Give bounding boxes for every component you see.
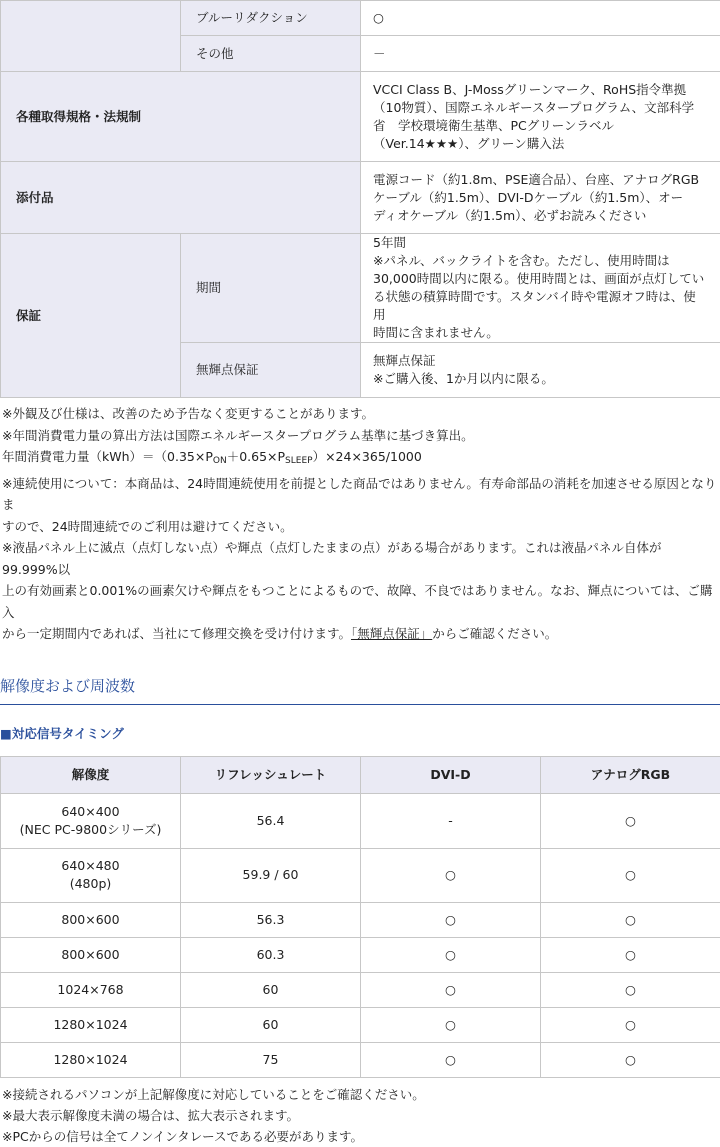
table-row xyxy=(1,1042,720,1077)
table-row xyxy=(1,972,720,1007)
spec-label-standards: 各種取得規格・法規制 xyxy=(1,72,361,162)
spec-value-pixel-guarantee: 無輝点保証 ※ご購入後、1か月以内に限る。 xyxy=(361,343,720,398)
note-power-calc: ※年間消費電力量の算出方法は国際エネルギースタープログラム基準に基づき算出。 xyxy=(0,425,720,447)
note-non-interlace: ※PCからの信号は全てノンインタレースである必要があります。 xyxy=(0,1126,720,1147)
note-pixel-1: ※液晶パネル上に滅点（点灯しない点）や輝点（点灯したままの点）がある場合があります。これは液晶パネル自体が 99.999%以 xyxy=(0,537,720,580)
cell-dvi: - xyxy=(361,793,541,848)
cell-resolution: 640×480 (480p) xyxy=(1,848,181,902)
spec-group-cell xyxy=(1,1,181,72)
cell-dvi: ○ xyxy=(361,902,541,937)
cell-resolution: 800×600 xyxy=(1,902,181,937)
spec-label-blue-reduction: ブルーリダクション xyxy=(181,1,361,36)
cell-resolution: 640×400 (NEC PC-9800シリーズ) xyxy=(1,793,181,848)
cell-dvi: ○ xyxy=(361,972,541,1007)
spec-label-warranty-period: 期間 xyxy=(181,234,361,343)
spec-label-accessories: 添付品 xyxy=(1,162,361,234)
timing-notes xyxy=(0,1078,720,1147)
cell-refresh: 56.4 xyxy=(181,793,361,848)
col-header-refresh: リフレッシュレート xyxy=(181,756,361,793)
section-title: 解像度および周波数 xyxy=(0,667,720,705)
table-row xyxy=(1,848,720,902)
cell-dvi: ○ xyxy=(361,937,541,972)
col-header-dvi: DVI-D xyxy=(361,756,541,793)
note-continuous-use-2: すので、24時間連続でのご利用は避けてください。 xyxy=(0,516,720,538)
spec-value-other: － xyxy=(361,36,720,72)
cell-rgb: ○ xyxy=(541,1042,720,1077)
square-bullet-icon: ■ xyxy=(0,726,12,741)
cell-refresh: 56.3 xyxy=(181,902,361,937)
spec-label-warranty: 保証 xyxy=(1,234,181,398)
cell-refresh: 60.3 xyxy=(181,937,361,972)
cell-dvi: ○ xyxy=(361,1042,541,1077)
cell-refresh: 60 xyxy=(181,972,361,1007)
cell-rgb: ○ xyxy=(541,937,720,972)
cell-dvi: ○ xyxy=(361,1007,541,1042)
col-header-resolution: 解像度 xyxy=(1,756,181,793)
timing-table xyxy=(0,756,720,1078)
spec-value-blue-reduction: ○ xyxy=(361,1,720,36)
note-pixel-3: から一定期間内であれば、当社にて修理交換を受け付けます。「無輝点保証」からご確認ください。 xyxy=(0,623,720,645)
spec-value-warranty-period: 5年間 ※パネル、バックライトを含む。ただし、使用時間は 30,000時間以内に限る。使用時間とは、画面が点灯してい る状態の積算時間です。スタンバイ時や電源オフ時は、使用 時間に含まれません。 xyxy=(361,234,720,343)
cell-refresh: 60 xyxy=(181,1007,361,1042)
table-row xyxy=(1,937,720,972)
cell-resolution: 1024×768 xyxy=(1,972,181,1007)
spec-notes xyxy=(0,398,720,645)
cell-rgb: ○ xyxy=(541,902,720,937)
subsection-title: ■対応信号タイミング xyxy=(0,724,720,742)
note-pixel-2: 上の有効画素と0.001%の画素欠けや輝点をもつことによるもので、故障、不良ではありません。なお、輝点については、ご購入 xyxy=(0,580,720,623)
cell-rgb: ○ xyxy=(541,1007,720,1042)
note-spec-change: ※外観及び仕様は、改善のため予告なく変更することがあります。 xyxy=(0,403,720,425)
cell-resolution: 800×600 xyxy=(1,937,181,972)
cell-refresh: 59.9 / 60 xyxy=(181,848,361,902)
note-power-formula: 年間消費電力量$(kWh)=(0.35\times P_{ON}+0.65\times P_{SLEEP})\times 24\times 365/1000$ xyxy=(0,446,720,473)
table-row xyxy=(1,793,720,848)
spec-value-standards: VCCI Class B、J-Mossグリーンマーク、RoHS指令準拠 （10物質）、国際エネルギースタープログラム、文部科学 省 学校環境衛生基準、PCグリーンラベル （Ver.14★★★）、グリーン購入法 xyxy=(361,72,720,162)
cell-resolution: 1280×1024 xyxy=(1,1042,181,1077)
cell-refresh: 75 xyxy=(181,1042,361,1077)
col-header-rgb: アナログRGB xyxy=(541,756,720,793)
spec-label-pixel-guarantee: 無輝点保証 xyxy=(181,343,361,398)
cell-rgb: ○ xyxy=(541,972,720,1007)
note-scaling: ※最大表示解像度未満の場合は、拡大表示されます。 xyxy=(0,1105,720,1126)
spec-value-accessories: 電源コード（約1.8m、PSE適合品）、台座、アナログRGB ケーブル（約1.5m）、DVI-Dケーブル（約1.5m）、オー ディオケーブル（約1.5m）、必ずお読みください xyxy=(361,162,720,234)
cell-dvi: ○ xyxy=(361,848,541,902)
cell-resolution: 1280×1024 xyxy=(1,1007,181,1042)
spec-table xyxy=(0,0,720,398)
note-continuous-use-1: ※連続使用について：本商品は、24時間連続使用を前提とした商品ではありません。有寿命部品の消耗を加速させる原因となりま xyxy=(0,473,720,516)
table-row xyxy=(1,902,720,937)
cell-rgb: ○ xyxy=(541,793,720,848)
cell-rgb: ○ xyxy=(541,848,720,902)
note-resolution-support: ※接続されるパソコンが上記解像度に対応していることをご確認ください。 xyxy=(0,1084,720,1105)
table-row xyxy=(1,1007,720,1042)
spec-label-other: その他 xyxy=(181,36,361,72)
pixel-guarantee-link[interactable]: 「無輝点保証」 xyxy=(351,626,432,641)
